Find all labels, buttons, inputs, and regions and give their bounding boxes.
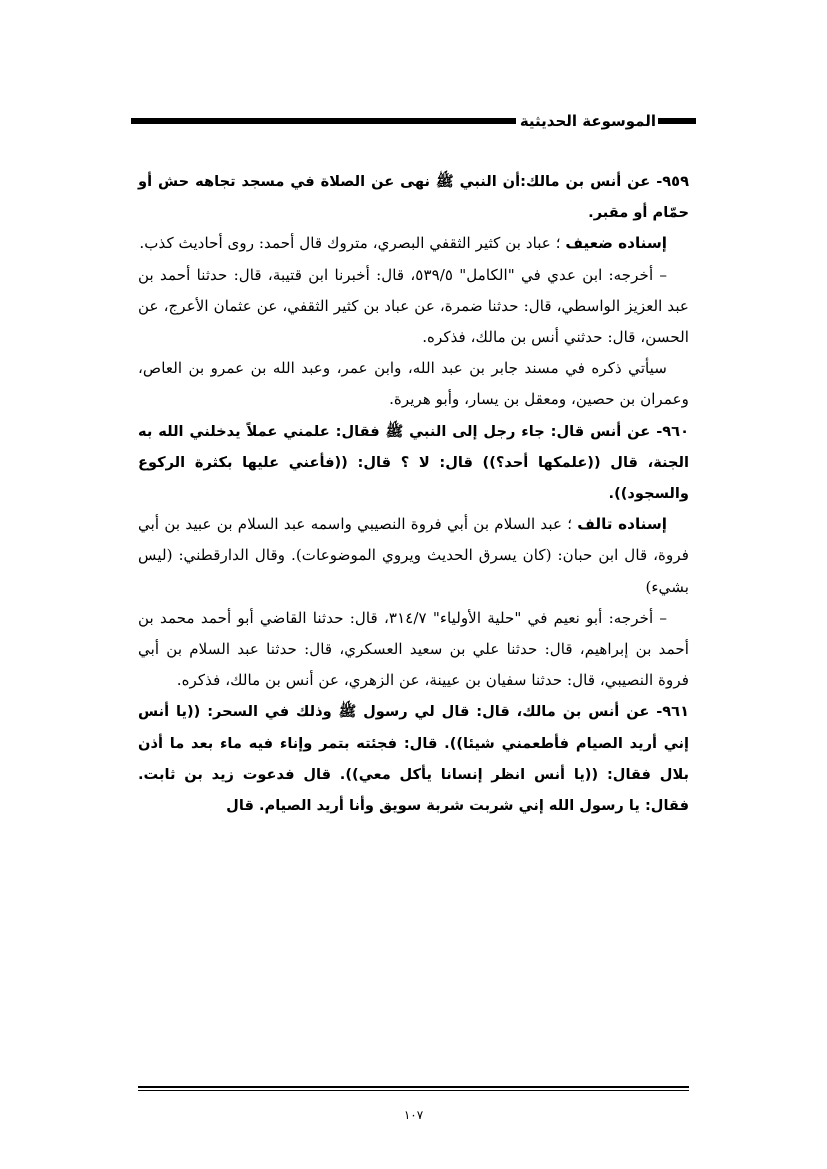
page-body — [138, 166, 689, 821]
hadith-960-grade — [138, 509, 689, 603]
hadith-959-takhrij: – أخرجه: ابن عدي في "الكامل" ٥٣٩/٥، قال: أخبرنا ابن قتيبة، قال: حدثنا أحمد بن عبد العزيز الواسطي، قال: حدثنا ضمرة، عن عباد بن كثير الثقفي، عن عثمان الأعرج، عن الحسن، قال: حدثني أنس بن مالك، فذكره. — [138, 265, 689, 347]
hadith-959-note: سيأتي ذكره في مسند جابر بن عبد الله، وابن عمر، وعبد الله بن عمرو بن العاص، وعمران بن حصين، ومعقل بن يسار، وأبو هريرة. — [138, 359, 689, 409]
hadith-960-takhrij: – أخرجه: أبو نعيم في "حلية الأولياء" ٣١٤/٧، قال: حدثنا القاضي أبو أحمد محمد بن أحمد بن إبراهيم، قال: حدثنا علي بن سعيد العسكري، قال: حدثنا عبد السلام بن أبي فروة النصيبي، قال: حدثنا سفيان بن عيينة، عن الزهري، عن أنس بن مالك، فذكره. — [138, 608, 689, 690]
hadith-959-text: ٩٥٩- عن أنس بن مالك:أن النبي ﷺ نهى عن الصلاة في مسجد تجاهه حش أو حمّام أو مقبر. — [138, 173, 689, 222]
header-rule-short — [658, 118, 696, 124]
page-number: ١٠٧ — [403, 1108, 424, 1122]
hadith-961-text: ٩٦١- عن أنس بن مالك، قال: قال لي رسول ﷺ وذلك في السحر: ((يا أنس إني أريد الصيام فأطعمني شيئا)). قال: فجئته بتمر وإناء فيه ماء بعد ما أذن بلال فقال: ((يا أنس انظر إنسانا يأكل معي)). قال فدعوت زيد بن ثابت. فقال: يا رسول الله إني شربت شربة سويق وأنا أريد الصيام. قال — [138, 703, 689, 815]
footer-rule — [138, 1086, 689, 1091]
grade-text: ؛ عباد بن كثير الثقفي البصري، متروك قال أحمد: روى أحاديث كذب. — [139, 234, 566, 253]
grade-label: إسناده ضعيف — [565, 234, 667, 253]
grade-label: إسناده تالف — [577, 515, 667, 534]
header-rule-long — [131, 118, 516, 124]
grade-text: ؛ عبد السلام بن أبي فروة النصيبي واسمه عبد السلام بن عبيد بن أبي فروة، قال ابن حبان: (كان يسرق الحديث ويروي الموضوعات). وقال الدارقطني: (ليس بشيء) — [138, 515, 689, 596]
hadith-959-grade — [138, 228, 689, 259]
running-header — [131, 106, 696, 136]
header-title: الموسوعة الحديثية — [519, 112, 656, 130]
hadith-960-text: ٩٦٠- عن أنس قال: جاء رجل إلى النبي ﷺ فقال: علمني عملاً يدخلني الله به الجنة، قال ((علمكها أحد؟)) قال: لا ؟ قال: ((فأعني عليها بكثرة الركوع والسجود)). — [138, 422, 689, 503]
